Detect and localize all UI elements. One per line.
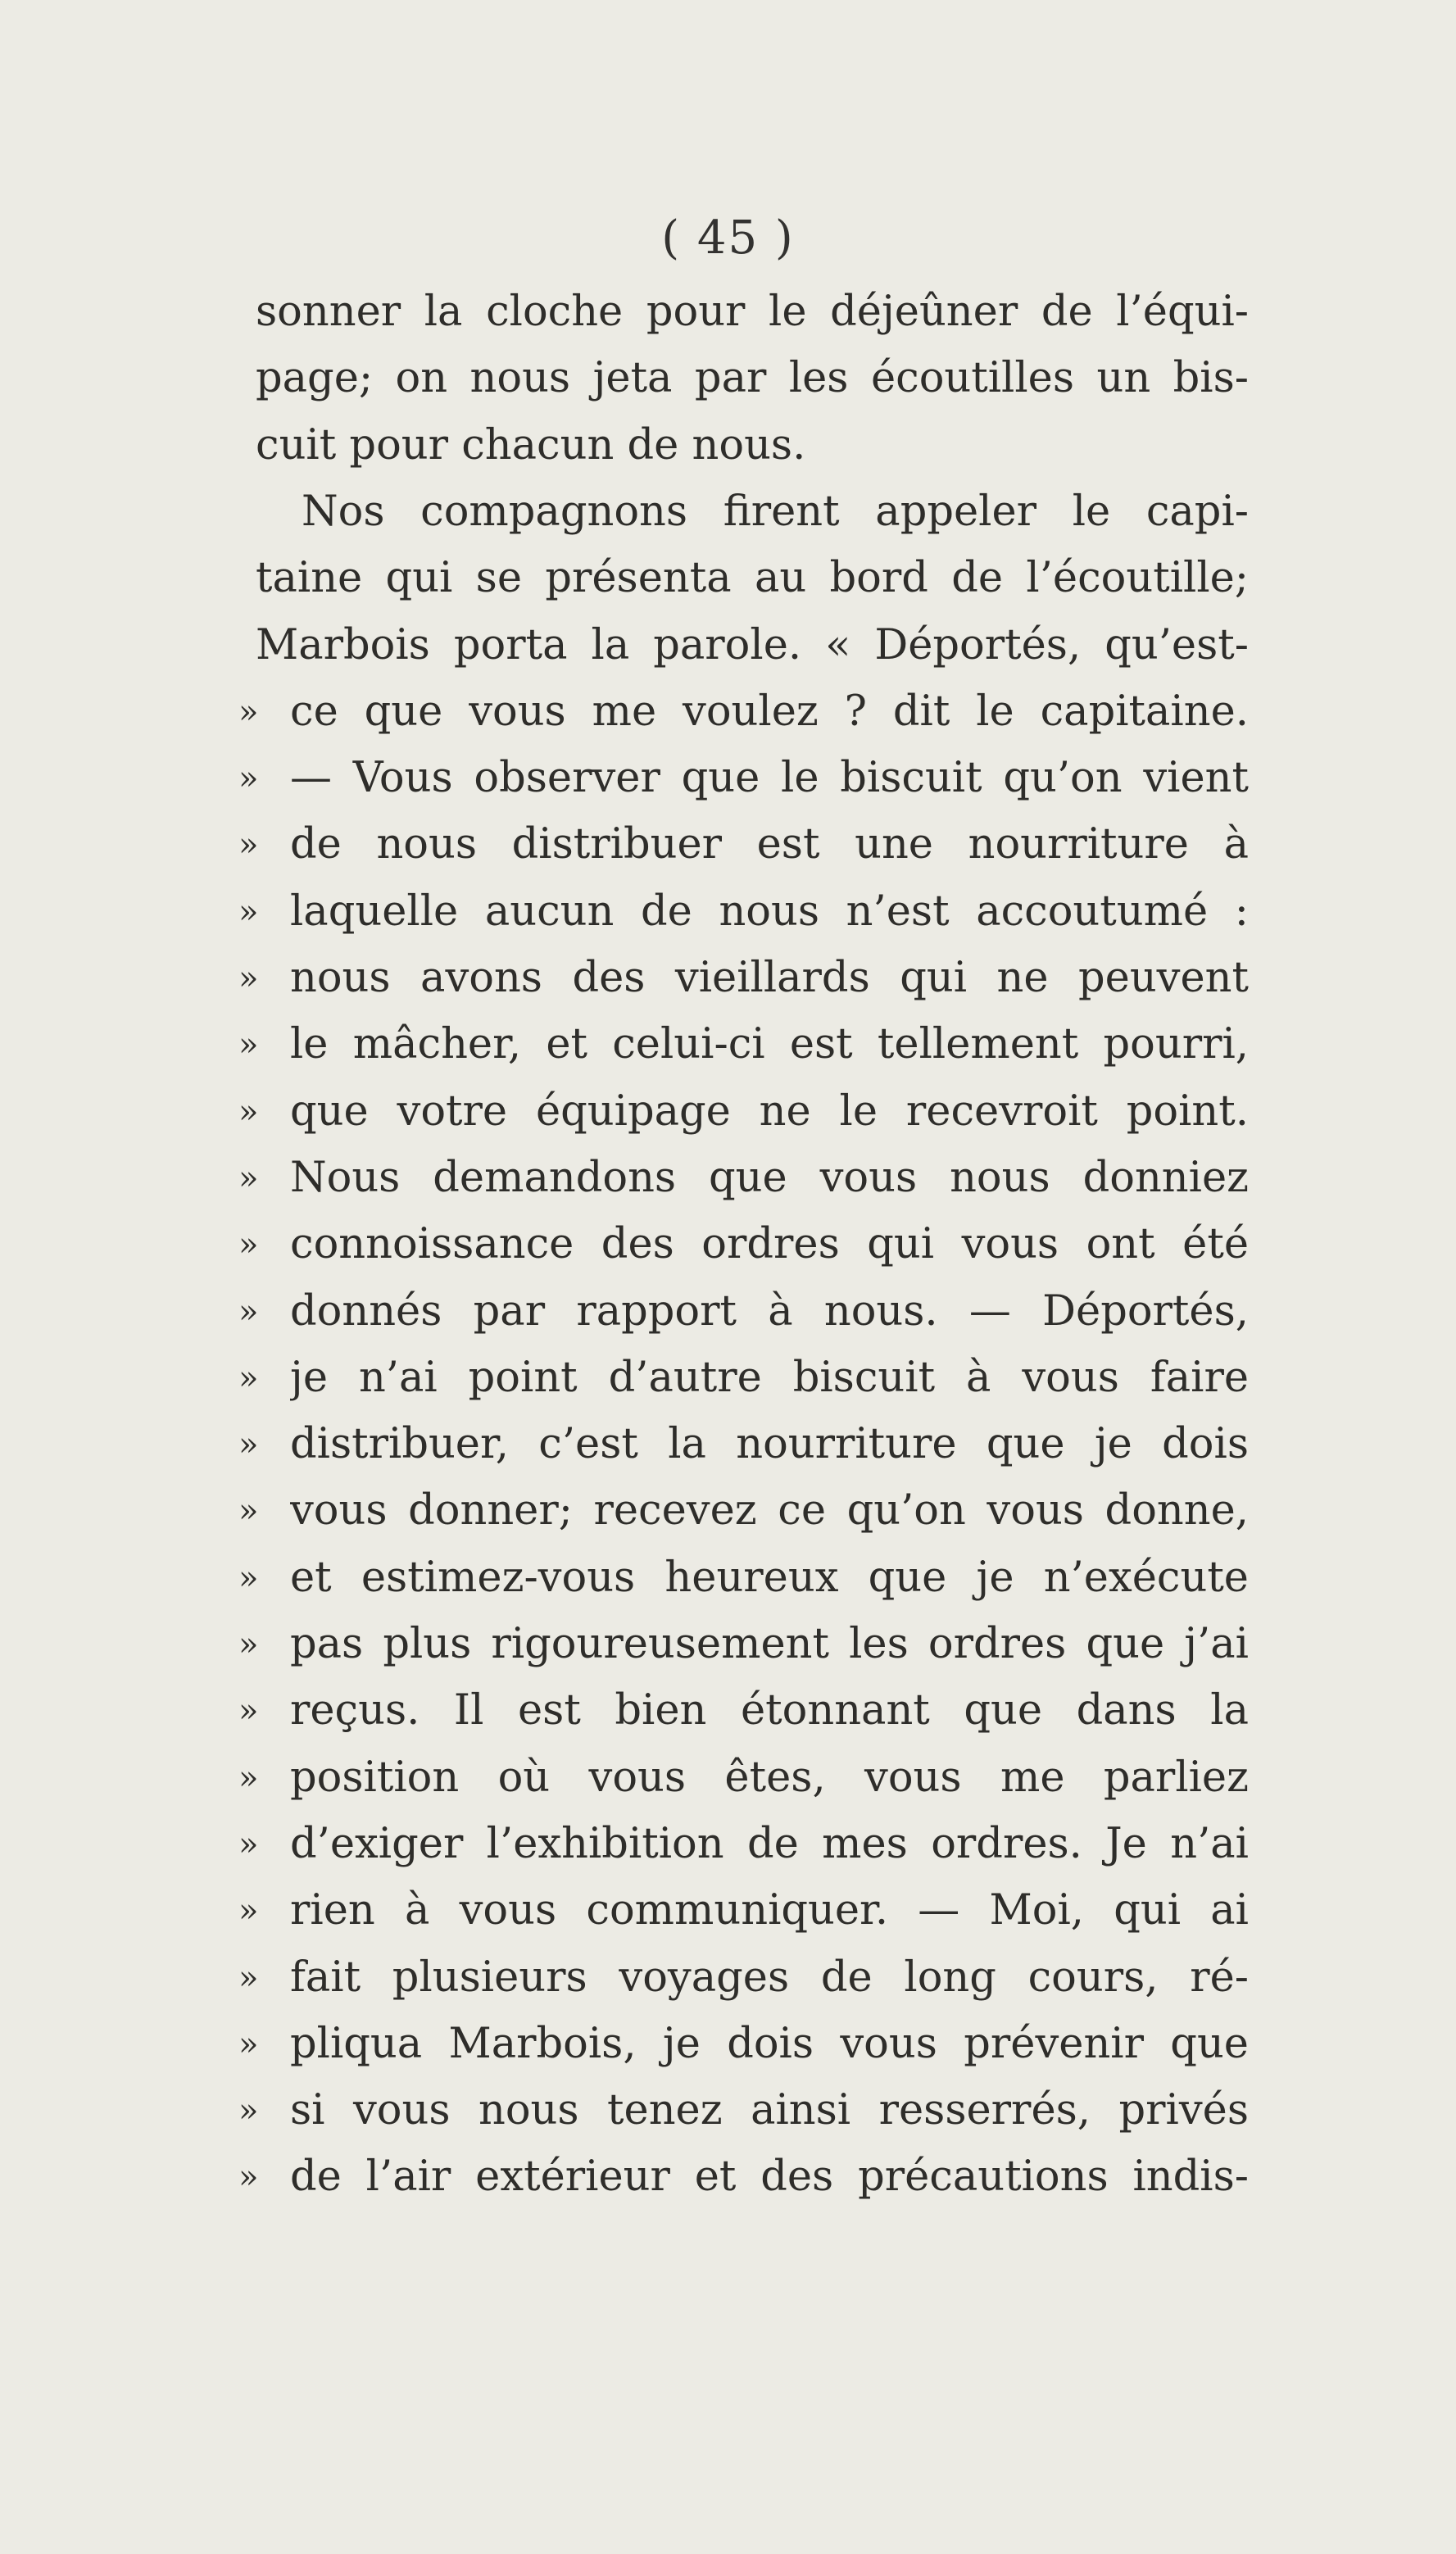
text-line — [0, 1278, 1456, 1345]
line-text: page; on nous jeta par les écoutilles un bis- — [256, 354, 1249, 402]
text-line — [0, 1677, 1456, 1744]
guillemet-marker: » — [238, 1892, 259, 1930]
line-text: si vous nous tenez ainsi resserrés, privés — [290, 2086, 1249, 2134]
line-text: et estimez-vous heureux que je n’exécute — [290, 1554, 1249, 1602]
guillemet-marker: » — [238, 1826, 259, 1863]
guillemet-marker: » — [238, 959, 259, 997]
line-text: pliqua Marbois, je dois vous prévenir que — [290, 2020, 1249, 2068]
guillemet-marker: » — [238, 1026, 259, 1064]
text-line — [0, 2077, 1456, 2144]
guillemet-marker: » — [238, 1692, 259, 1730]
text-line — [0, 545, 1456, 612]
guillemet-marker: » — [238, 893, 259, 931]
guillemet-marker: » — [238, 1759, 259, 1797]
guillemet-marker: » — [238, 2158, 259, 2196]
text-line — [0, 412, 1456, 479]
line-text: fait plusieurs voyages de long cours, ré- — [290, 1953, 1249, 2002]
line-text: donnés par rapport à nous. — Déportés, — [290, 1287, 1249, 1336]
text-line — [0, 1811, 1456, 1878]
line-text: rien à vous communiquer. — Moi, qui ai — [290, 1886, 1249, 1935]
text-line — [0, 2143, 1456, 2211]
line-text: laquelle aucun de nous n’est accoutumé : — [290, 887, 1249, 936]
line-text: le mâcher, et celui-ci est tellement pourri, — [290, 1020, 1249, 1068]
text-line — [0, 745, 1456, 812]
guillemet-marker: » — [238, 1559, 259, 1597]
text-line — [0, 1545, 1456, 1612]
line-text: Marbois porta la parole. « Déportés, qu’est- — [256, 621, 1249, 669]
line-text: de nous distribuer est une nourriture à — [290, 820, 1249, 869]
line-text: sonner la cloche pour le déjeûner de l’équi- — [256, 288, 1249, 336]
line-text: — Vous observer que le biscuit qu’on vient — [290, 754, 1249, 802]
text-line — [0, 1078, 1456, 1145]
text-line — [0, 1211, 1456, 1278]
line-text: que votre équipage ne le recevroit point. — [290, 1087, 1249, 1136]
line-text: cuit pour chacun de nous. — [256, 421, 806, 470]
text-line — [0, 1744, 1456, 1812]
guillemet-marker: » — [238, 1626, 259, 1663]
guillemet-marker: » — [238, 1492, 259, 1530]
guillemet-marker: » — [238, 1959, 259, 1997]
text-line — [0, 1345, 1456, 1412]
text-line — [0, 479, 1456, 546]
line-text: connoissance des ordres qui vous ont été — [290, 1220, 1249, 1268]
line-text: je n’ai point d’autre biscuit à vous faire — [290, 1354, 1249, 1402]
text-line — [0, 678, 1456, 746]
guillemet-marker: » — [238, 1426, 259, 1463]
guillemet-marker: » — [238, 693, 259, 731]
text-line — [0, 1411, 1456, 1478]
guillemet-marker: » — [238, 1359, 259, 1397]
text-line — [0, 1877, 1456, 1944]
guillemet-marker: » — [238, 2026, 259, 2063]
guillemet-marker: » — [238, 1093, 259, 1131]
line-text: d’exiger l’exhibition de mes ordres. Je n’ai — [290, 1820, 1249, 1868]
text-line — [0, 612, 1456, 679]
line-text: pas plus rigoureusement les ordres que j’ai — [290, 1620, 1249, 1668]
text-line — [0, 878, 1456, 946]
guillemet-marker: » — [238, 2092, 259, 2130]
line-text: Nos compagnons firent appeler le capi- — [302, 488, 1249, 536]
line-text: Nous demandons que vous nous donniez — [290, 1154, 1249, 1202]
text-line — [0, 2011, 1456, 2078]
text-line — [0, 1477, 1456, 1545]
guillemet-marker: » — [238, 1159, 259, 1197]
page-number: ( 45 ) — [661, 211, 795, 265]
line-text: distribuer, c’est la nourriture que je dois — [290, 1420, 1249, 1468]
guillemet-marker: » — [238, 760, 259, 797]
text-line — [0, 345, 1456, 412]
line-text: de l’air extérieur et des précautions indis- — [290, 2153, 1249, 2201]
guillemet-marker: » — [238, 1293, 259, 1331]
text-line — [0, 279, 1456, 346]
line-text: vous donner; recevez ce qu’on vous donne, — [290, 1486, 1249, 1535]
line-text: nous avons des vieillards qui ne peuvent — [290, 954, 1249, 1002]
line-text: reçus. Il est bien étonnant que dans la — [290, 1686, 1249, 1735]
line-text: ce que vous me voulez ? dit le capitaine. — [290, 687, 1249, 736]
guillemet-marker: » — [238, 826, 259, 864]
text-line — [0, 1011, 1456, 1078]
text-line — [0, 1611, 1456, 1678]
text-line — [0, 811, 1456, 878]
line-text: taine qui se présenta au bord de l’écoutille; — [256, 554, 1249, 602]
guillemet-marker: » — [238, 1226, 259, 1263]
text-line — [0, 1944, 1456, 2012]
text-line — [0, 1145, 1456, 1212]
text-line — [0, 945, 1456, 1012]
line-text: position où vous êtes, vous me parliez — [290, 1753, 1249, 1802]
